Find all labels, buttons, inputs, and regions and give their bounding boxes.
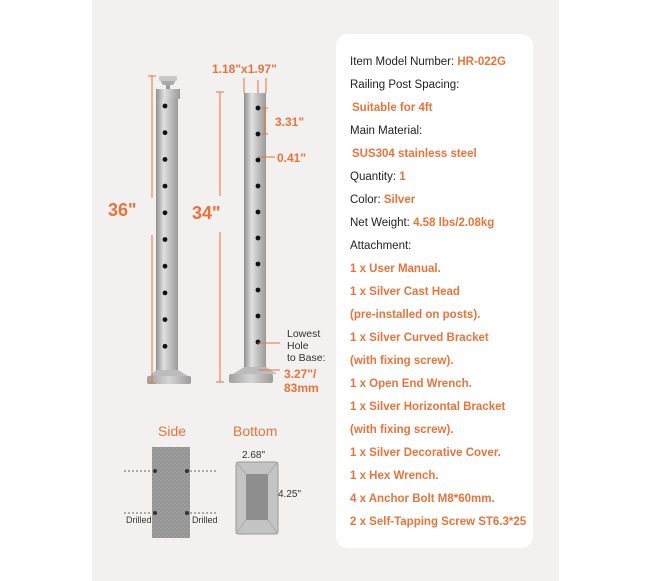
attachment-item: 1 x Silver Horizontal Bracket (350, 401, 506, 413)
bottom-view-title: Bottom (233, 423, 278, 439)
spec-model: Item Model Number: HR-022G (350, 56, 506, 68)
attachment-item: 1 x Silver Curved Bracket (350, 332, 489, 344)
cable-hole (256, 236, 261, 241)
cable-hole (256, 262, 261, 267)
cable-hole (256, 288, 261, 293)
attachment-item: (pre-installed on posts). (350, 309, 481, 321)
attachment-item: 1 x Hex Wrench. (350, 470, 439, 482)
spec-attachment: Attachment: (350, 240, 412, 252)
base-length-label: 4.25" (278, 489, 302, 500)
cable-hole (256, 132, 261, 137)
lowest-hole-value: 3.27"/ 83mm (284, 367, 319, 395)
spec-weight: Net Weight: 4.58 lbs/2.08kg (350, 217, 495, 229)
spec-material-label: Main Material: (350, 125, 423, 137)
attachment-item: (with fixing screw). (350, 424, 454, 436)
post-height-label: 34" (192, 203, 221, 223)
post-plain (229, 93, 277, 383)
cable-hole (163, 237, 168, 242)
cable-hole (256, 106, 261, 111)
cable-hole (163, 130, 168, 135)
hole-diameter-label: 0.41" (277, 151, 307, 165)
total-height-label: 36" (108, 200, 137, 220)
drilled-left-label: Drilled (126, 515, 152, 525)
cable-hole (163, 184, 168, 189)
section-size-label: 1.18"x1.97" (212, 62, 277, 76)
spec-material-value: SUS304 stainless steel (352, 148, 477, 160)
cable-hole (256, 340, 261, 345)
attachment-item: 1 x User Manual. (350, 263, 441, 275)
bottom-view (236, 462, 278, 534)
cable-hole (256, 314, 261, 319)
cable-hole (256, 210, 261, 215)
cable-hole (163, 317, 168, 322)
lowest-hole-caption: Lowest Hole to Base: (287, 328, 326, 364)
cable-hole (163, 104, 168, 109)
hole-spacing-label: 3.31" (275, 115, 305, 129)
cable-hole (163, 157, 168, 162)
post-with-head (147, 76, 191, 384)
cable-hole (256, 184, 261, 189)
cable-hole (163, 264, 168, 269)
attachment-item: 4 x Anchor Bolt M8*60mm. (350, 493, 495, 505)
side-view-title: Side (158, 423, 187, 439)
attachment-item: 1 x Open End Wrench. (350, 378, 472, 390)
spec-color: Color: Silver (350, 194, 416, 206)
base-width-label: 2.68" (242, 450, 266, 461)
attachment-item: 1 x Silver Cast Head (350, 286, 460, 298)
cable-hole (163, 344, 168, 349)
attachment-item: 1 x Silver Decorative Cover. (350, 447, 501, 459)
spec-spacing-label: Railing Post Spacing: (350, 79, 460, 91)
cable-hole (256, 158, 261, 163)
attachment-item: 2 x Self-Tapping Screw ST6.3*25 (350, 516, 527, 528)
spec-quantity: Quantity: 1 (350, 171, 406, 183)
attachment-item: (with fixing screw). (350, 355, 454, 367)
cable-hole (163, 210, 168, 215)
drilled-right-label: Drilled (192, 515, 218, 525)
cable-hole (163, 291, 168, 296)
spec-spacing-value: Suitable for 4ft (352, 102, 433, 114)
